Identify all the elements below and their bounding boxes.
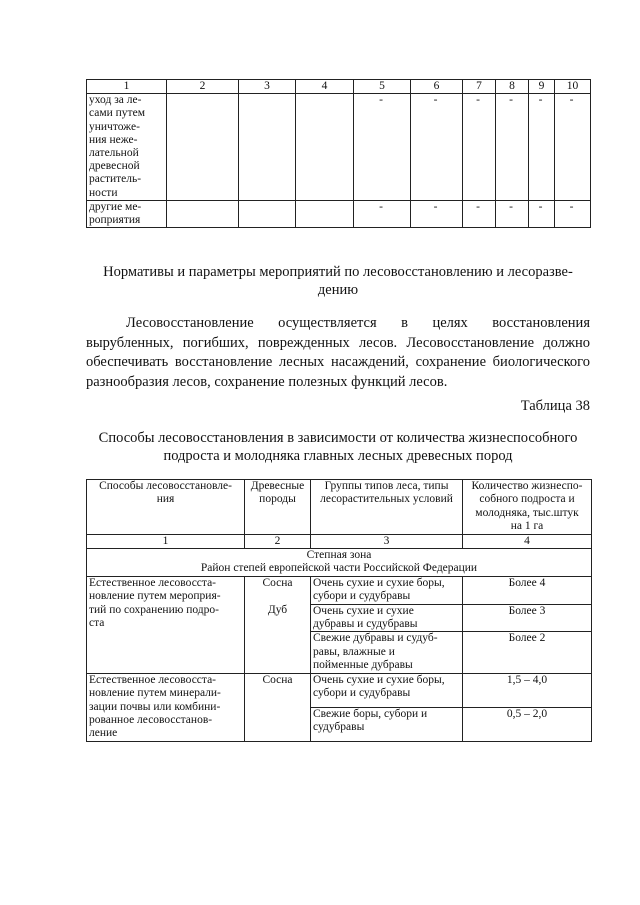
header-amount: Количество жизнеспо- собного подроста и молодняка, тыс.штук на 1 га xyxy=(463,480,592,535)
amount-cell: 0,5 – 2,0 xyxy=(463,707,592,741)
heading-line: дению xyxy=(317,282,359,298)
table-cell: - xyxy=(529,94,555,201)
label-line: ности xyxy=(89,186,118,199)
column-number: 2 xyxy=(167,80,239,94)
amount-cell: Более 3 xyxy=(463,604,592,632)
table-row xyxy=(87,576,592,604)
label-line: лательной xyxy=(89,147,139,160)
table-cell: - xyxy=(555,200,591,227)
label-line: сами путем xyxy=(89,107,145,120)
table-row xyxy=(87,200,591,227)
table-cell xyxy=(239,94,296,201)
label-line: уничтоже- xyxy=(89,120,140,133)
section-heading xyxy=(86,263,590,299)
zone-cell xyxy=(87,549,592,577)
table-cell: - xyxy=(529,200,555,227)
table-cell xyxy=(167,200,239,227)
column-number: 3 xyxy=(311,534,463,548)
label-line: другие ме- xyxy=(89,200,142,213)
label-line: ния неже- xyxy=(89,133,138,146)
species-cell: Сосна xyxy=(245,673,311,707)
zone-row xyxy=(87,549,592,577)
column-number: 6 xyxy=(411,80,463,94)
table-cell xyxy=(296,200,354,227)
column-number: 7 xyxy=(463,80,496,94)
table-cell: - xyxy=(411,200,463,227)
label-line: древесной xyxy=(89,160,140,173)
table-header-row xyxy=(87,80,591,94)
column-number: 3 xyxy=(239,80,296,94)
caption-line: подроста и молодняка главных лесных древесных пород xyxy=(163,448,513,464)
method-cell: Естественное лесовосста- новление путем минерали- зации почвы или комбини- рованное лесовосстанов- ление xyxy=(87,673,245,741)
column-number: 2 xyxy=(245,534,311,548)
table-cell: - xyxy=(496,94,529,201)
amount-cell: Более 2 xyxy=(463,632,592,673)
reforestation-methods-table xyxy=(86,479,592,742)
forest-type-cell: Очень сухие и сухие боры, субори и судубравы xyxy=(311,673,463,707)
species-cell: Дуб xyxy=(245,604,311,632)
table-row xyxy=(87,94,591,201)
column-number: 4 xyxy=(463,534,592,548)
table-row xyxy=(87,673,592,707)
table-cell: - xyxy=(411,94,463,201)
label-line: роприятия xyxy=(89,214,141,227)
column-number-row xyxy=(87,534,592,548)
body-paragraph: Лесовосстановление осуществляется в целях восстановления вырубленных, погибших, поврежденных лесов. Лесовосстановление должно обеспечивать восстановление лесных насаждений, сохранение биологического разнообразия лесов, сохранение полезных функций лесов. xyxy=(86,315,590,390)
column-number: 5 xyxy=(354,80,411,94)
row-label xyxy=(87,200,167,227)
row-label xyxy=(87,94,167,201)
region-title: Район степей европейской части Российской Федерации xyxy=(200,562,478,575)
label-line: уход за ле- xyxy=(89,94,142,107)
column-number: 1 xyxy=(87,80,167,94)
table-cell: - xyxy=(463,200,496,227)
table-cell: - xyxy=(555,94,591,201)
caption-line: Способы лесовосстановления в зависимости от количества жизнеспособного xyxy=(98,430,578,446)
heading-line: Нормативы и параметры мероприятий по лесовосстановлению и лесоразве- xyxy=(103,264,573,280)
species-cell: Сосна xyxy=(245,576,311,604)
table-cell xyxy=(239,200,296,227)
forest-type-cell: Очень сухие и сухие дубравы и судубравы xyxy=(311,604,463,632)
forest-type-cell: Свежие боры, субори и судубравы xyxy=(311,707,463,741)
table-cell: - xyxy=(354,94,411,201)
header-forest-types: Группы типов леса, типы лесорастительных условий xyxy=(311,480,463,535)
table-caption xyxy=(86,429,590,465)
column-number: 8 xyxy=(496,80,529,94)
header-species: Древесные породы xyxy=(245,480,311,535)
species-cell xyxy=(245,632,311,673)
column-number: 9 xyxy=(529,80,555,94)
header-methods: Способы лесовосстановле- ния xyxy=(87,480,245,535)
label-line: раститель- xyxy=(89,173,142,186)
amount-cell: 1,5 – 4,0 xyxy=(463,673,592,707)
table-number: Таблица 38 xyxy=(520,398,590,414)
table-cell xyxy=(296,94,354,201)
table-cell: - xyxy=(496,200,529,227)
forest-type-cell: Очень сухие и сухие боры, субори и судубравы xyxy=(311,576,463,604)
table-header-row xyxy=(87,480,592,535)
column-number: 10 xyxy=(555,80,591,94)
measures-table xyxy=(86,79,591,228)
zone-title: Степная зона xyxy=(306,549,372,562)
method-cell: Естественное лесовосста- новление путем мероприя- тий по сохранению подро- ста xyxy=(87,576,245,673)
table-cell: - xyxy=(463,94,496,201)
amount-cell: Более 4 xyxy=(463,576,592,604)
forest-type-cell: Свежие дубравы и судуб- равы, влажные и пойменные дубравы xyxy=(311,632,463,673)
species-cell xyxy=(245,707,311,741)
table-cell: - xyxy=(354,200,411,227)
column-number: 1 xyxy=(87,534,245,548)
column-number: 4 xyxy=(296,80,354,94)
table-cell xyxy=(167,94,239,201)
